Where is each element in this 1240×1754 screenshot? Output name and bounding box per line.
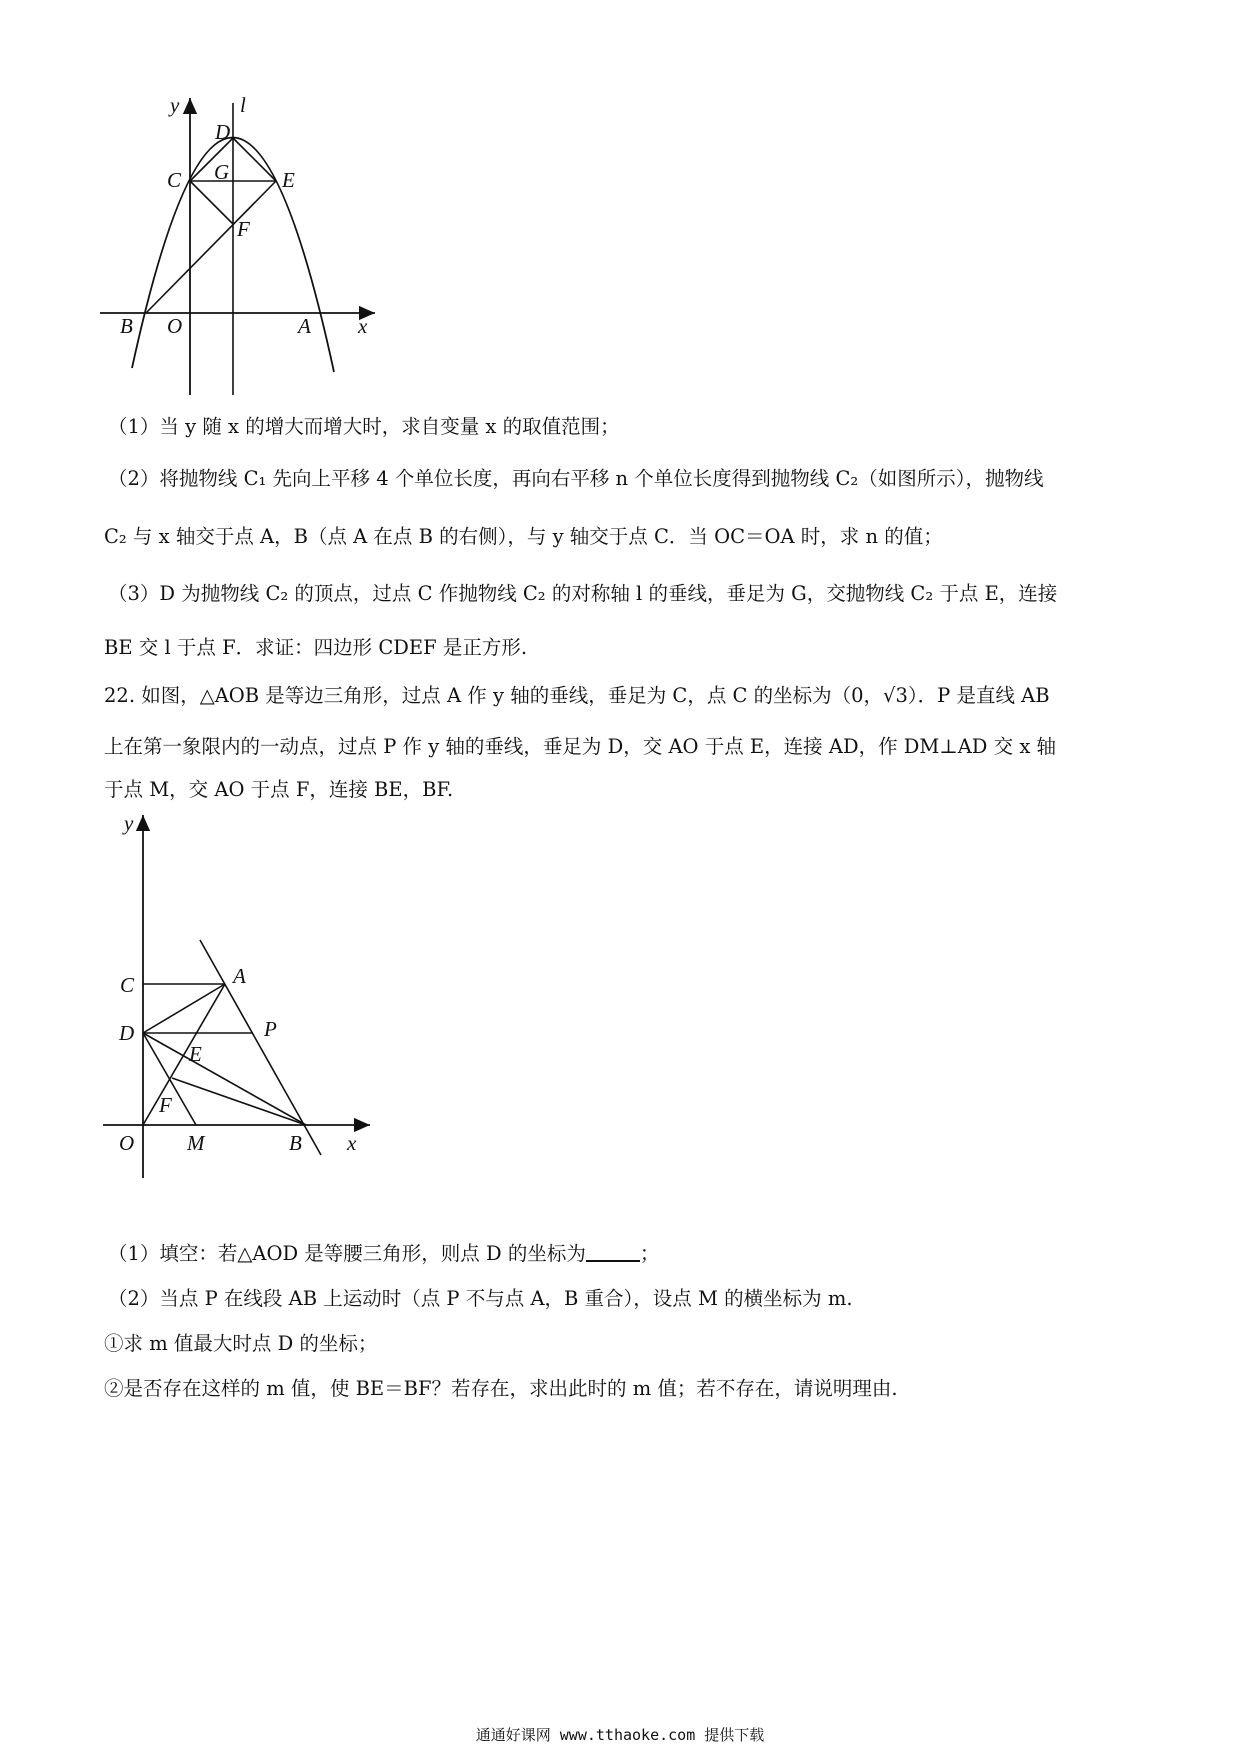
problem21-part2-line2: C₂ 与 x 轴交于点 A，B（点 A 在点 B 的右侧），与 y 轴交于点 C．当 OC＝OA 时，求 n 的值； xyxy=(104,525,943,548)
problem22-line1: 22. 如图，△AOB 是等边三角形，过点 A 作 y 轴的垂线，垂足为 C，点 C 的坐标为（0，√3）．P 是直线 AB xyxy=(104,684,1050,707)
problem22-q2: （2）当点 P 在线段 AB 上运动时（点 P 不与点 A，B 重合），设点 M 的横坐标为 m. xyxy=(108,1287,853,1310)
label2-B: B xyxy=(289,1131,302,1155)
segment-DE xyxy=(233,138,276,181)
problem22-q1-suffix: ； xyxy=(639,1242,660,1265)
problem21-part3-line2: BE 交 l 于点 F．求证：四边形 CDEF 是正方形. xyxy=(104,636,528,659)
label-C: C xyxy=(167,168,182,192)
problem21-part3-line1: （3）D 为抛物线 C₂ 的顶点，过点 C 作抛物线 C₂ 的对称轴 l 的垂线，垂足为 G，交抛物线 C₂ 于点 E，连接 xyxy=(108,582,1058,605)
parabola-svg xyxy=(95,95,395,405)
label2-A: A xyxy=(233,964,246,988)
label2-P: P xyxy=(264,1017,277,1041)
label2-O: O xyxy=(119,1131,135,1155)
label-B: B xyxy=(120,314,133,338)
figure-triangle xyxy=(100,805,390,1190)
label2-x: x xyxy=(347,1131,357,1155)
problem22-q1-text: （1）填空：若△AOD 是等腰三角形，则点 D 的坐标为 xyxy=(108,1242,586,1265)
label-O: O xyxy=(167,314,183,338)
label2-M: M xyxy=(187,1131,205,1155)
label-F: F xyxy=(237,217,250,241)
segment-DA xyxy=(143,984,225,1033)
problem22-line3: 于点 M，交 AO 于点 F，连接 BE，BF. xyxy=(104,778,454,801)
problem22-q1 xyxy=(108,1239,659,1269)
figure-parabola xyxy=(95,95,395,405)
label-G: G xyxy=(214,160,230,184)
problem22-line2: 上在第一象限内的一动点，过点 P 作 y 轴的垂线，垂足为 D，交 AO 于点 E，连接 AD，作 DM⊥AD 交 x 轴 xyxy=(104,735,1057,758)
problem21-part2-line1: （2）将抛物线 C₁ 先向上平移 4 个单位长度，再向右平移 n 个单位长度得到抛物线 C₂（如图所示），抛物线 xyxy=(108,467,1044,490)
label-l: l xyxy=(240,95,246,117)
problem22-q2b: ②是否存在这样的 m 值，使 BE＝BF？若存在，求出此时的 m 值；若不存在，请说明理由. xyxy=(104,1377,898,1400)
problem22-q2a: ①求 m 值最大时点 D 的坐标； xyxy=(104,1332,378,1355)
label-D: D xyxy=(215,120,231,144)
label-A: A xyxy=(298,314,311,338)
footer-source: 通通好课网 www.tthaoke.com 提供下载 xyxy=(475,1726,765,1744)
label2-y: y xyxy=(124,811,134,835)
label2-F: F xyxy=(159,1093,172,1117)
label-E: E xyxy=(282,168,295,192)
answer-blank xyxy=(586,1240,640,1262)
triangle-svg xyxy=(100,805,390,1190)
label2-C: C xyxy=(120,973,135,997)
label2-E: E xyxy=(189,1042,202,1066)
segment-CF xyxy=(190,181,233,224)
label-x: x xyxy=(358,314,368,338)
label2-D: D xyxy=(119,1021,135,1045)
segment-BE xyxy=(146,181,276,313)
label-y: y xyxy=(170,95,180,117)
problem21-part1: （1）当 y 随 x 的增大而增大时，求自变量 x 的取值范围； xyxy=(108,415,620,438)
